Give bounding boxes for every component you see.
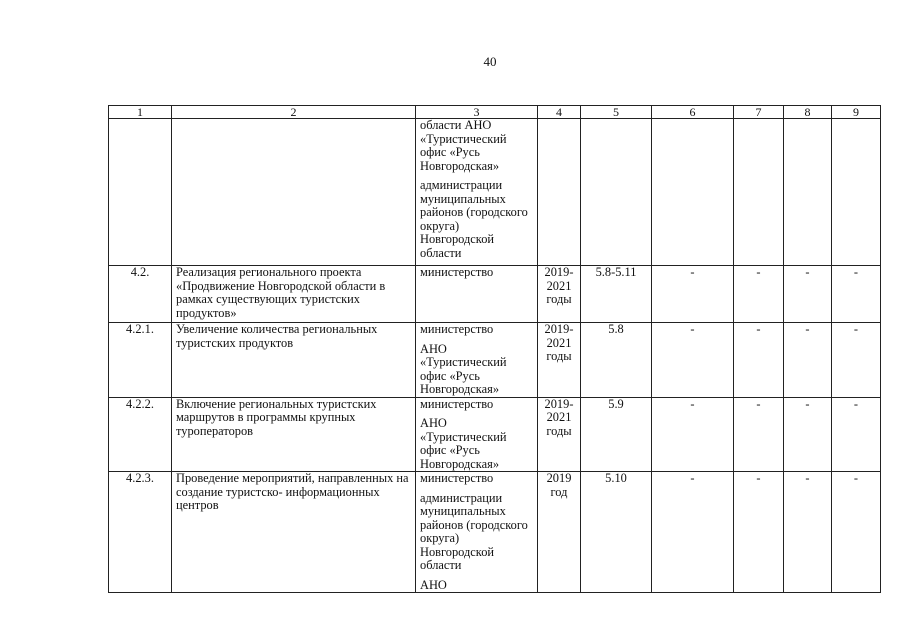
executor: министерство — [420, 397, 494, 411]
executors-cell — [416, 119, 538, 266]
activities-table — [108, 105, 881, 593]
cell-col8: - — [784, 266, 832, 323]
executors-cell — [416, 266, 538, 323]
table-row — [109, 397, 881, 472]
executor: АНО — [420, 577, 447, 592]
table-row — [109, 266, 881, 323]
executors-cell — [416, 323, 538, 398]
cell-col6 — [652, 119, 734, 266]
item-name: Увеличение количества региональных туристских продуктов — [172, 323, 416, 398]
period: 2019-2021 годы — [538, 266, 581, 323]
table-row — [109, 472, 881, 593]
page-number: 40 — [483, 54, 497, 69]
executor: министерство — [420, 322, 494, 336]
executor: администрации муниципальных районов (городского округа) Новгородской области — [420, 490, 528, 572]
header-cell: 7 — [734, 106, 784, 119]
executor: министерство — [420, 471, 494, 485]
header-cell: 2 — [172, 106, 416, 119]
item-name: Включение региональных туристских маршрутов в программы крупных туроператоров — [172, 397, 416, 472]
table-header-row — [109, 106, 881, 119]
table-row — [109, 119, 881, 266]
cell-col9: - — [832, 472, 881, 593]
indicator: 5.9 — [581, 397, 652, 472]
cell-col6: - — [652, 266, 734, 323]
header-cell: 9 — [832, 106, 881, 119]
executor: АНО «Туристический офис «Русь Новгородская» — [420, 341, 507, 396]
executors-cell — [416, 397, 538, 472]
header-cell: 5 — [581, 106, 652, 119]
cell-col9 — [832, 119, 881, 266]
cell-col9: - — [832, 266, 881, 323]
cell-col7: - — [734, 266, 784, 323]
period — [538, 119, 581, 266]
item-number: 4.2. — [109, 266, 172, 323]
indicator: 5.10 — [581, 472, 652, 593]
cell-col9: - — [832, 397, 881, 472]
cell-col8: - — [784, 323, 832, 398]
item-number: 4.2.2. — [109, 397, 172, 472]
header-cell: 6 — [652, 106, 734, 119]
cell-col7: - — [734, 472, 784, 593]
period: 2019 год — [538, 472, 581, 593]
executor: администрации муниципальных районов (городского округа) Новгородской области — [420, 178, 528, 260]
header-cell: 1 — [109, 106, 172, 119]
cell-col8: - — [784, 472, 832, 593]
period: 2019-2021 годы — [538, 323, 581, 398]
item-number: 4.2.1. — [109, 323, 172, 398]
header-cell: 4 — [538, 106, 581, 119]
indicator — [581, 119, 652, 266]
cell-col8: - — [784, 397, 832, 472]
header-cell: 3 — [416, 106, 538, 119]
cell-col6: - — [652, 323, 734, 398]
executor: АНО «Туристический офис «Русь Новгородская» — [420, 416, 507, 471]
item-name: Реализация регионального проекта «Продвижение Новгородской области в рамках существующих туристских продуктов» — [172, 266, 416, 323]
cell-col6: - — [652, 472, 734, 593]
executor: министерство — [420, 265, 494, 279]
cell-col8 — [784, 119, 832, 266]
header-cell: 8 — [784, 106, 832, 119]
item-number — [109, 119, 172, 266]
cell-col6: - — [652, 397, 734, 472]
table-row — [109, 323, 881, 398]
period: 2019-2021 годы — [538, 397, 581, 472]
item-number: 4.2.3. — [109, 472, 172, 593]
item-name — [172, 119, 416, 266]
cell-col7: - — [734, 397, 784, 472]
executor: области АНО «Туристический офис «Русь Новгородская» — [420, 118, 507, 173]
cell-col9: - — [832, 323, 881, 398]
indicator: 5.8 — [581, 323, 652, 398]
cell-col7: - — [734, 323, 784, 398]
executors-cell — [416, 472, 538, 593]
cell-col7 — [734, 119, 784, 266]
indicator: 5.8-5.11 — [581, 266, 652, 323]
item-name: Проведение мероприятий, направленных на создание туристско- информационных центров — [172, 472, 416, 593]
